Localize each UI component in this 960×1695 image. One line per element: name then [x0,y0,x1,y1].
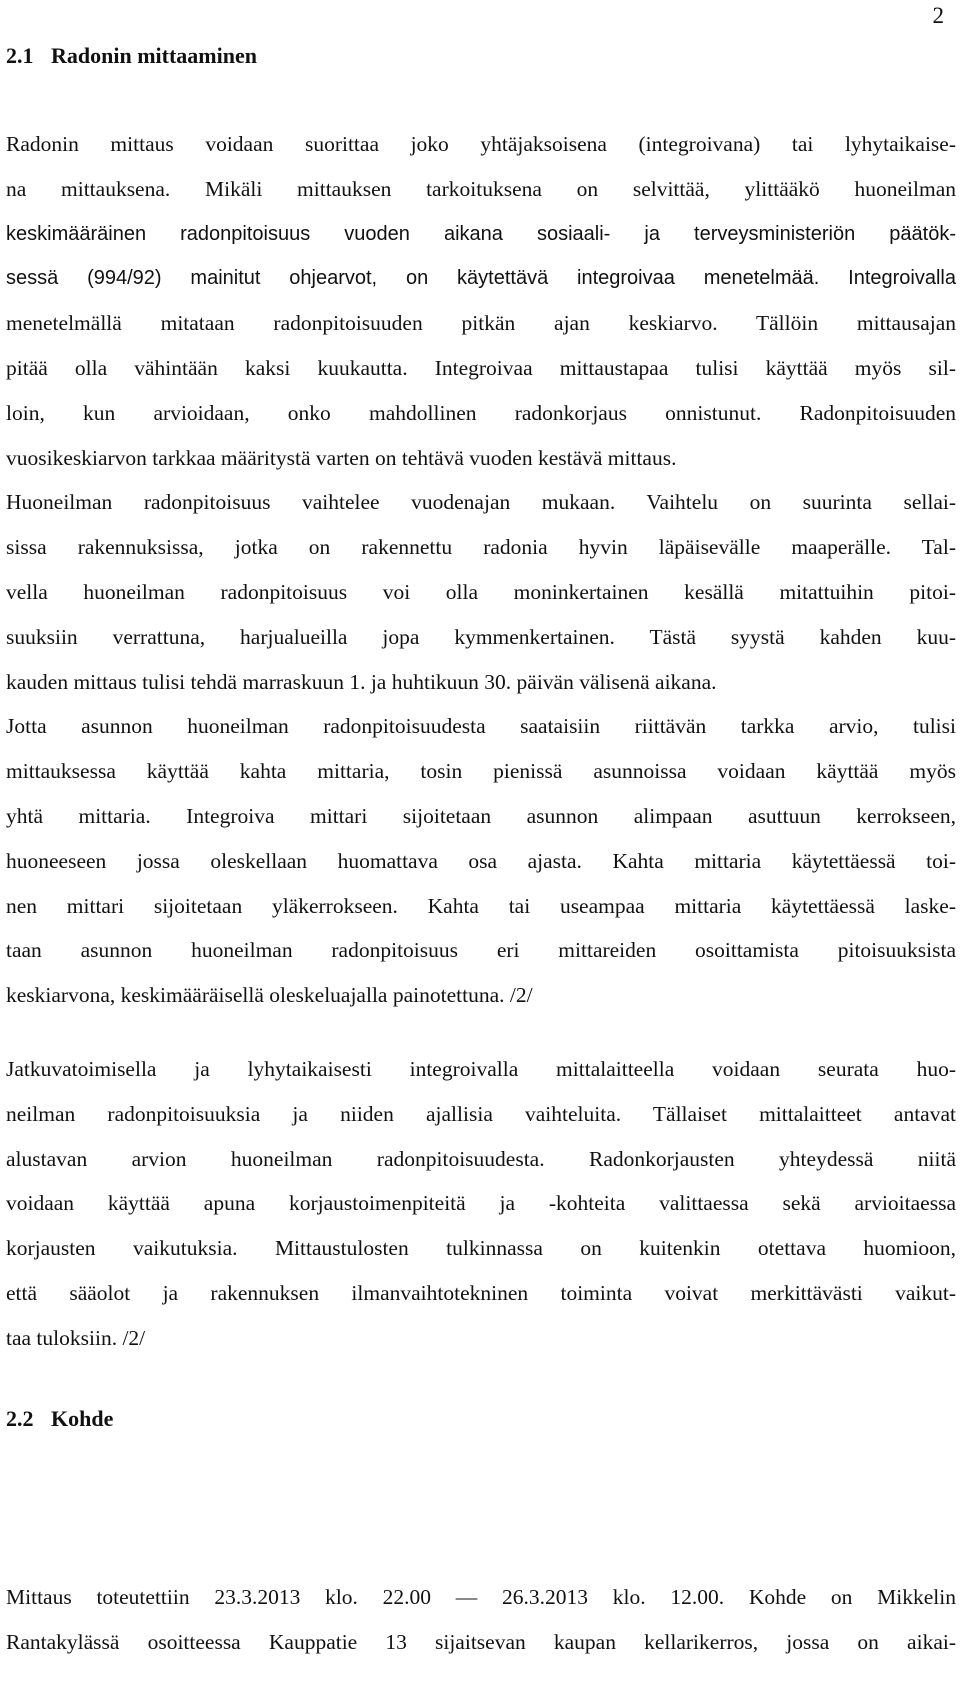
text-line: Radonin mittaus voidaan suorittaa joko yhtäjaksoisena (integroivana) tai lyhytaikaise- [6,132,956,156]
text-line: huoneeseen jossa oleskellaan huomattava osa ajasta. Kahta mittaria käytettäessä toi- [6,848,956,873]
text-line: alustavan arvion huoneilman radonpitoisuudesta. Radonkorjausten yhteydessä niitä [6,1146,956,1171]
text-line: sissa rakennuksissa, jotka on rakennettu radonia hyvin läpäisevälle maaperälle. Tal- [6,535,956,560]
text-line: keskiarvona, keskimääräisellä oleskeluajalla painotettuna. /2/ [6,983,533,1008]
text-line: pitää olla vähintään kaksi kuukautta. Integroivaa mittaustapaa tulisi käyttää myös sil- [6,355,956,380]
text-line: kauden mittaus tulisi tehdä marraskuun 1. ja huhtikuun 30. päivän välisenä aikana. [6,669,717,694]
text-line: na mittauksena. Mikäli mittauksen tarkoituksena on selvittää, ylittääkö huoneilman [6,176,956,201]
page-number: 2 [932,3,944,28]
text-line: sessä (994/92) mainitut ohjearvot, on käytettävä integroivaa menetelmää. Integroivalla [6,267,956,290]
text-line: Jotta asunnon huoneilman radonpitoisuudesta saataisiin riittävän tarkka arvio, tulisi [6,714,956,739]
section-title: Kohde [51,1406,114,1431]
text-line: neilman radonpitoisuuksia ja niiden ajallisia vaihteluita. Tällaiset mittalaitteet antavat [6,1101,956,1126]
text-line: Jatkuvatoimisella ja lyhytaikaisesti integroivalla mittalaitteella voidaan seurata huo- [6,1057,956,1081]
text-line: taa tuloksiin. /2/ [6,1325,146,1350]
section-title: Radonin mittaaminen [51,43,257,68]
text-line: vella huoneilman radonpitoisuus voi olla moninkertainen kesällä mitattuihin pitoi- [6,579,956,604]
text-line: korjausten vaikutuksia. Mittaustulosten tulkinnassa on kuitenkin otettava huomioon, [6,1236,956,1261]
text-line: vuosikeskiarvon tarkkaa määritystä varten on tehtävä vuoden kestävä mittaus. [6,445,677,470]
section-number: 2.1 [6,43,34,68]
text-line: nen mittari sijoitetaan yläkerrokseen. Kahta tai useampaa mittaria käytettäessä laske- [6,893,956,918]
text-line: Mittaus toteutettiin 23.3.2013 klo. 22.00 — 26.3.2013 klo. 12.00. Kohde on Mikkelin [6,1585,956,1609]
text-line: mittauksessa käyttää kahta mittaria, tosin pienissä asunnoissa voidaan käyttää myös [6,759,956,784]
text-line: että sääolot ja rakennuksen ilmanvaihtotekninen toiminta voivat merkittävästi vaikut- [6,1280,956,1305]
section-number: 2.2 [6,1406,34,1431]
text-line: suuksiin verrattuna, harjualueilla jopa kymmenkertainen. Tästä syystä kahden kuu- [6,624,956,649]
text-line: yhtä mittaria. Integroiva mittari sijoitetaan asunnon alimpaan asuttuun kerrokseen, [6,803,956,828]
paragraph-continuous-measurement [6,1047,956,1361]
paragraph-target-description [6,1575,956,1665]
text-line: keskimääräinen radonpitoisuus vuoden aikana sosiaali- ja terveysministeriön päätök- [6,222,956,245]
paragraph-radon-measurement-methods [6,122,956,1018]
section-heading-radonin-mittaaminen [6,41,257,71]
text-line: Huoneilman radonpitoisuus vaihtelee vuodenajan mukaan. Vaihtelu on suurinta sellai- [6,490,956,515]
text-line: taan asunnon huoneilman radonpitoisuus eri mittareiden osoittamista pitoisuuksista [6,938,956,963]
section-heading-kohde [6,1404,113,1434]
text-line: voidaan käyttää apuna korjaustoimenpiteitä ja -kohteita valittaessa sekä arvioitaessa [6,1191,956,1216]
text-line: loin, kun arvioidaan, onko mahdollinen radonkorjaus onnistunut. Radonpitoisuuden [6,400,956,425]
text-line: menetelmällä mitataan radonpitoisuuden pitkän ajan keskiarvo. Tällöin mittausajan [6,311,956,336]
text-line: Rantakylässä osoitteessa Kauppatie 13 sijaitsevan kaupan kellarikerros, jossa on aikai- [6,1629,956,1654]
